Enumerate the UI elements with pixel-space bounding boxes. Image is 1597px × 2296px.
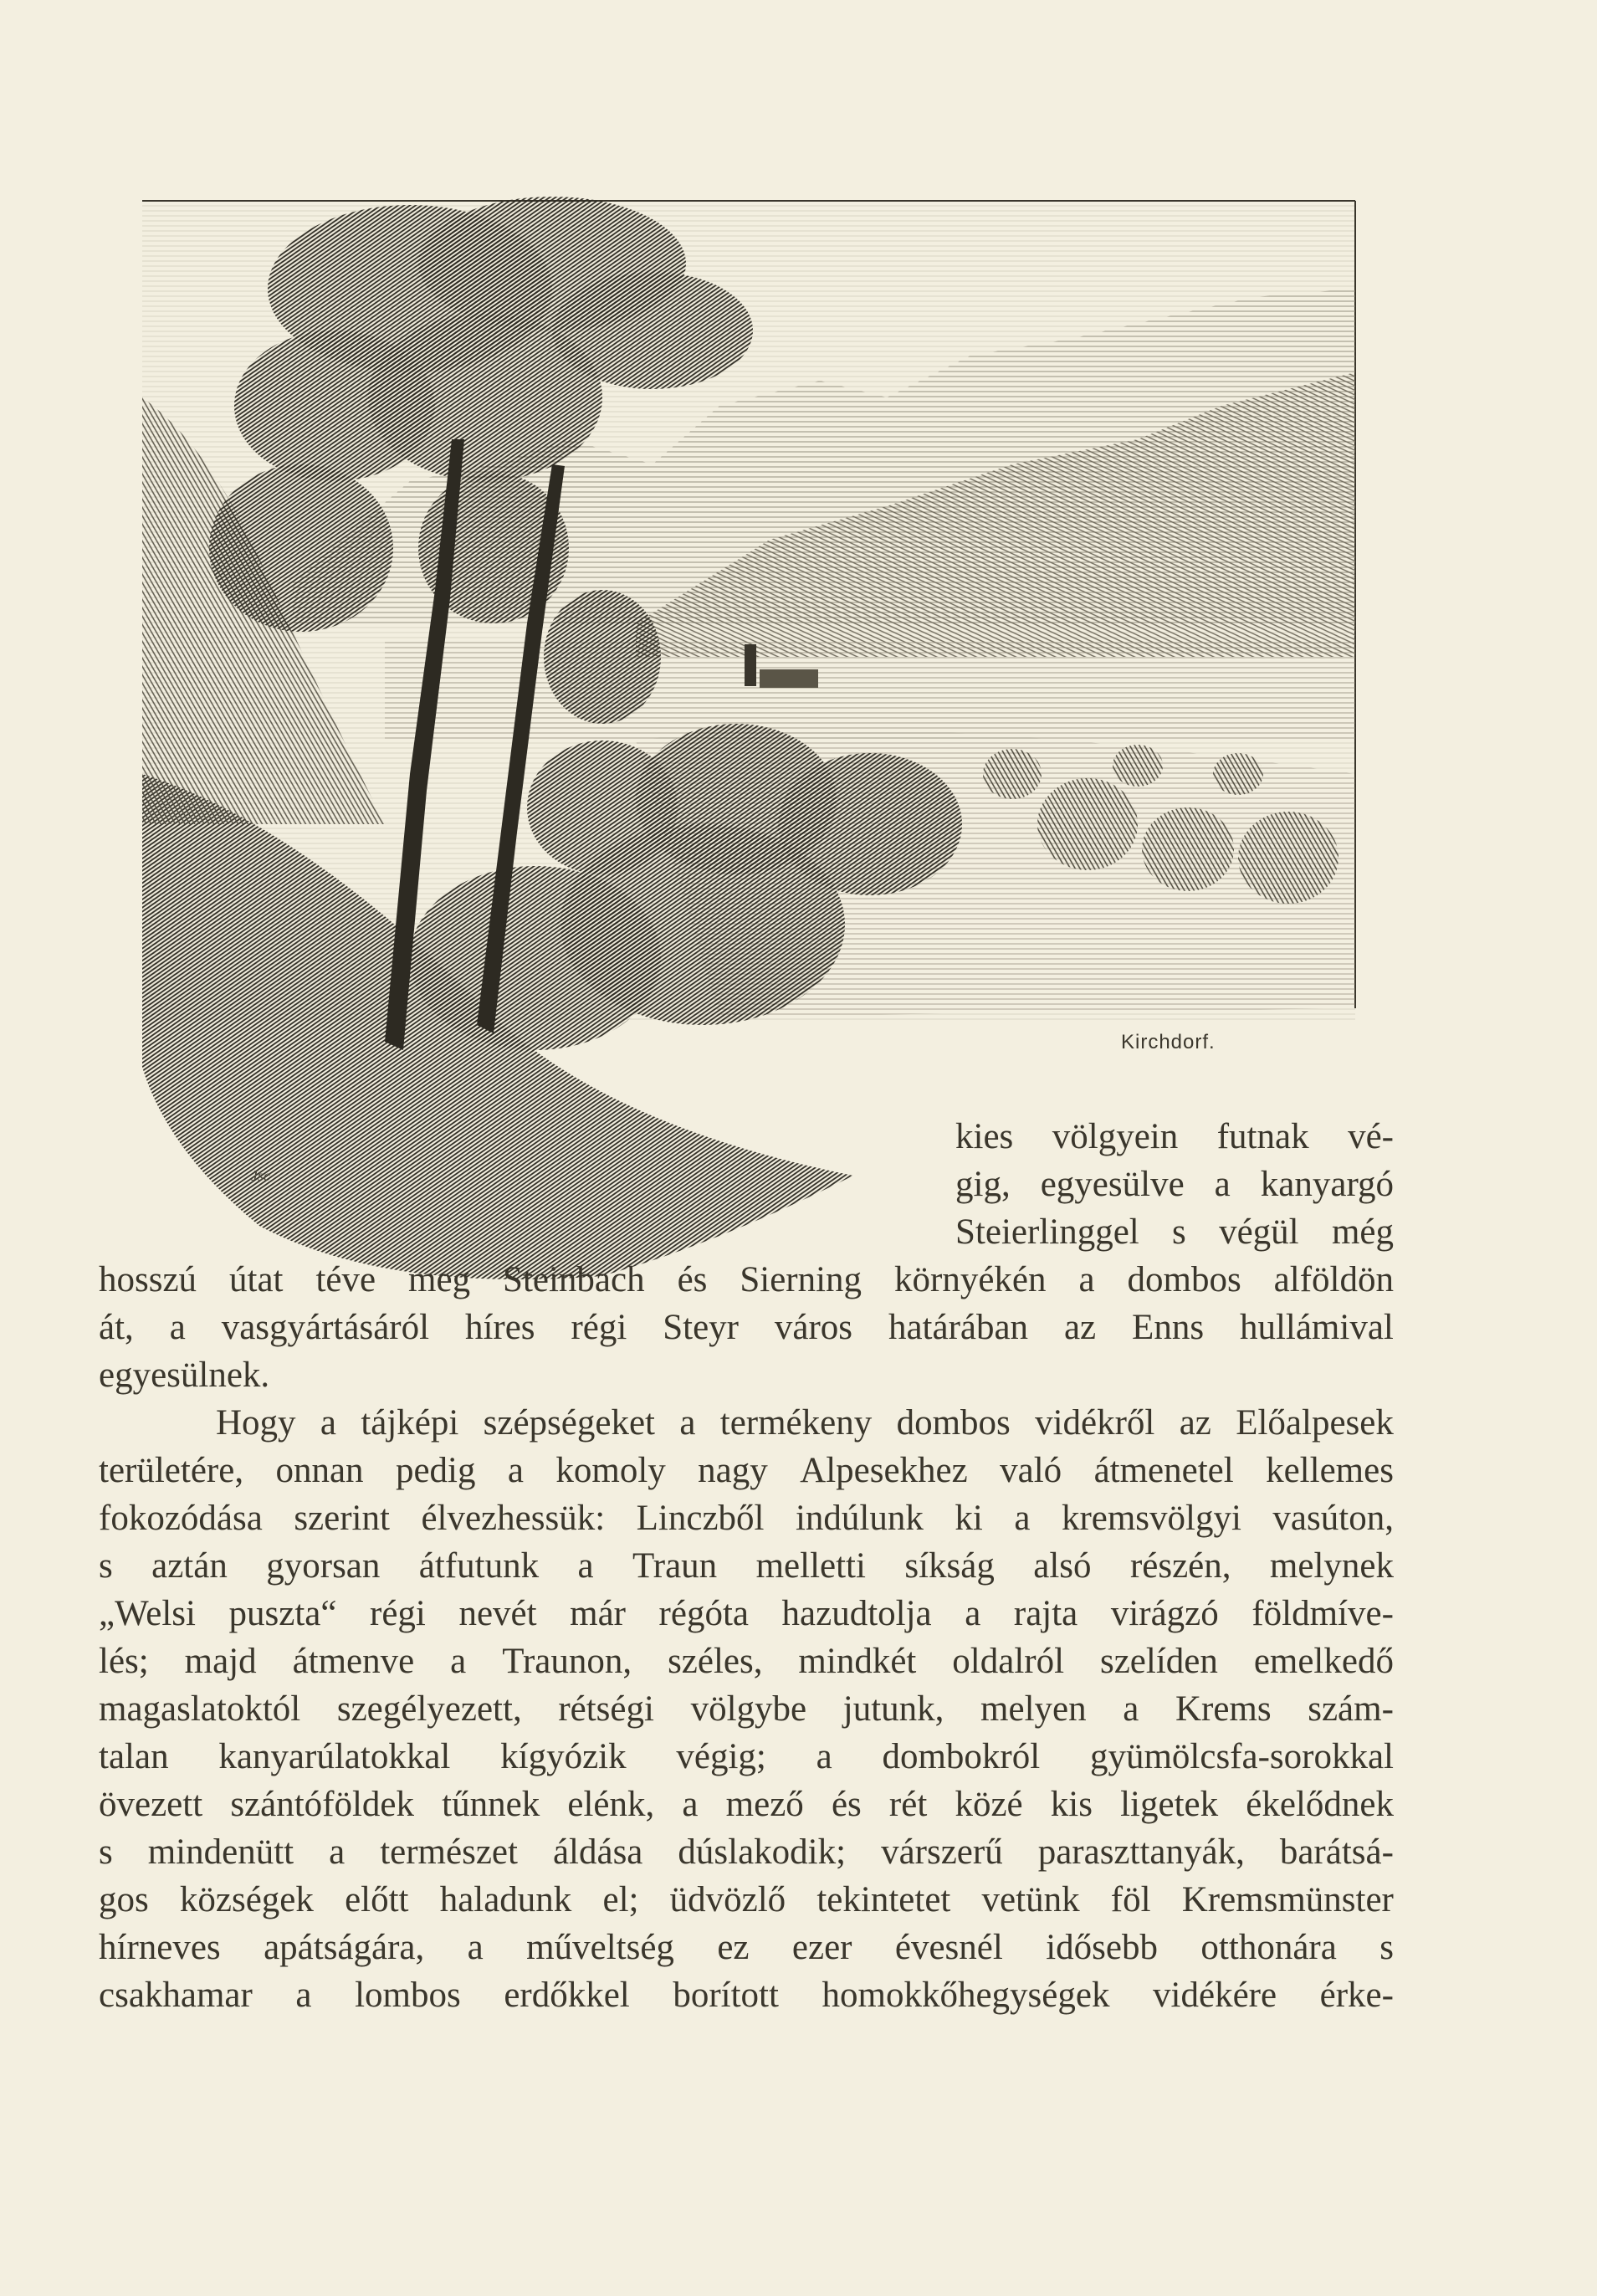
word: talan <box>99 1737 169 1776</box>
word: dombokról <box>882 1737 1041 1776</box>
word: műveltség <box>526 1928 674 1967</box>
word: rétségi <box>558 1689 654 1729</box>
word: régi <box>370 1594 426 1633</box>
word: részén, <box>1129 1546 1231 1586</box>
text-wrapped-beside-figure <box>955 1113 1394 1256</box>
word: „Welsi <box>99 1594 196 1633</box>
word: mező <box>725 1785 804 1824</box>
word: gyorsan <box>266 1546 381 1586</box>
word: tájképi <box>361 1403 459 1443</box>
word: határában <box>888 1308 1029 1347</box>
text-line <box>955 1113 1394 1161</box>
word: dúslakodik; <box>678 1832 847 1872</box>
word: hírneves <box>99 1928 221 1967</box>
word: emelkedő <box>1253 1642 1394 1681</box>
word: s <box>1172 1212 1186 1252</box>
word: aztán <box>151 1546 228 1586</box>
word: Sierning <box>740 1260 862 1299</box>
word: borított <box>673 1976 779 2015</box>
word: meg <box>408 1260 471 1299</box>
word: Linczből <box>636 1499 765 1538</box>
word: téve <box>315 1260 376 1299</box>
word: régi <box>571 1308 627 1347</box>
word: a <box>1214 1165 1231 1204</box>
word: a <box>1078 1260 1095 1299</box>
text-line <box>99 1447 1394 1494</box>
word: közé <box>955 1785 1023 1824</box>
word: híres <box>464 1308 535 1347</box>
word: elénk, <box>567 1785 655 1824</box>
text-line <box>99 1876 1394 1924</box>
word: kígyózik <box>500 1737 627 1776</box>
word: a <box>682 1785 699 1824</box>
word: végül <box>1219 1212 1299 1252</box>
word: ékelődnek <box>1246 1785 1394 1824</box>
word: melletti <box>755 1546 866 1586</box>
word: haladunk <box>439 1880 572 1919</box>
word: csakhamar <box>99 1976 253 2015</box>
word: nevét <box>458 1594 537 1633</box>
figure-caption: Kirchdorf. <box>1121 1031 1216 1053</box>
word: területére, <box>99 1451 244 1490</box>
word: vasúton, <box>1272 1499 1394 1538</box>
word: hullámival <box>1239 1308 1394 1347</box>
word: fokozódása <box>99 1499 263 1538</box>
word: nagy <box>698 1451 768 1490</box>
word: jutunk, <box>842 1689 944 1729</box>
word: szépségeket <box>483 1403 655 1443</box>
word: apátságára, <box>264 1928 425 1967</box>
word: vé- <box>1348 1117 1394 1156</box>
word: virágzó <box>1110 1594 1219 1633</box>
word: síkság <box>904 1546 995 1586</box>
word: melyen <box>980 1689 1087 1729</box>
word: a <box>507 1451 524 1490</box>
word: a <box>169 1308 186 1347</box>
word: s <box>1379 1928 1394 1967</box>
word: természet <box>380 1832 518 1872</box>
text-line <box>99 1542 1394 1590</box>
word: vidékére <box>1153 1976 1277 2015</box>
engraver-signature: Jsc <box>251 1167 270 1184</box>
word: tűnnek <box>442 1785 540 1824</box>
word: alsó <box>1033 1546 1092 1586</box>
word: való <box>1000 1451 1062 1490</box>
word: földmíve- <box>1251 1594 1394 1633</box>
word: barátsá- <box>1279 1832 1394 1872</box>
word: lombos <box>355 1976 461 2015</box>
word: gos <box>99 1880 149 1919</box>
word: tekintetet <box>816 1880 951 1919</box>
word: Hogy <box>216 1403 296 1443</box>
word: vasgyártásáról <box>221 1308 430 1347</box>
word: és <box>677 1260 708 1299</box>
word: Krems <box>1175 1689 1272 1729</box>
word: szegélyezett, <box>336 1689 522 1729</box>
word: kies <box>955 1117 1014 1156</box>
word: gig, <box>955 1165 1011 1204</box>
word: üdvözlő <box>669 1880 786 1919</box>
word: egyesülve <box>1040 1165 1185 1204</box>
word: dombos <box>896 1403 1011 1443</box>
paragraph-first-line <box>99 1399 1394 1447</box>
word: idősebb <box>1046 1928 1159 1967</box>
word: város <box>774 1308 853 1347</box>
word: szerint <box>294 1499 390 1538</box>
word: községek <box>179 1880 314 1919</box>
word: pedig <box>395 1451 476 1490</box>
word: onnan <box>275 1451 364 1490</box>
word: Előalpesek <box>1236 1403 1394 1443</box>
word: évesnél <box>894 1928 1003 1967</box>
word: átmenve <box>292 1642 415 1681</box>
text-line <box>99 1304 1394 1351</box>
word: kellemes <box>1266 1451 1394 1490</box>
word: a <box>295 1976 312 2015</box>
word: lés; <box>99 1642 149 1681</box>
word: melynek <box>1269 1546 1394 1586</box>
word: rét <box>888 1785 928 1824</box>
word: a <box>450 1642 467 1681</box>
text-line <box>99 1685 1394 1733</box>
word: a <box>1014 1499 1031 1538</box>
word: vetünk <box>981 1880 1080 1919</box>
word: Enns <box>1132 1308 1205 1347</box>
word: élvezhessük: <box>421 1499 606 1538</box>
word: és <box>831 1785 862 1824</box>
text-line <box>955 1208 1394 1256</box>
text-line: egyesülnek. <box>99 1356 270 1395</box>
text-line <box>955 1161 1394 1208</box>
word: érke- <box>1319 1976 1394 2015</box>
word: kanyarúlatokkal <box>218 1737 451 1776</box>
text-line <box>99 1781 1394 1828</box>
word: átfutunk <box>418 1546 540 1586</box>
text-line <box>99 1590 1394 1637</box>
word: s <box>99 1832 113 1872</box>
word: hosszú <box>99 1260 197 1299</box>
text-line <box>99 1256 1394 1304</box>
word: erdőkkel <box>504 1976 630 2015</box>
word: paraszttanyák, <box>1037 1832 1245 1872</box>
word: alföldön <box>1273 1260 1394 1299</box>
word: kanyargó <box>1260 1165 1394 1204</box>
body-text <box>99 1256 1394 2019</box>
word: a <box>320 1403 336 1443</box>
word: a <box>467 1928 484 1967</box>
word: hazudtolja <box>781 1594 932 1633</box>
word: a <box>329 1832 346 1872</box>
word: Steinbach <box>503 1260 645 1299</box>
word: ki <box>955 1499 983 1538</box>
word: a <box>679 1403 696 1443</box>
word: mindenütt <box>147 1832 294 1872</box>
word: szám- <box>1308 1689 1394 1729</box>
word: övezett <box>99 1785 203 1824</box>
word: oldalról <box>952 1642 1065 1681</box>
word: a <box>816 1737 832 1776</box>
word: várszerű <box>881 1832 1003 1872</box>
word: s <box>99 1546 113 1586</box>
word: mindkét <box>798 1642 917 1681</box>
text-line <box>99 1828 1394 1876</box>
text-line <box>99 1924 1394 1971</box>
text-line <box>99 1971 1394 2019</box>
word: átmenetel <box>1093 1451 1234 1490</box>
word: Kremsmünster <box>1181 1880 1394 1919</box>
word: útat <box>229 1260 284 1299</box>
word: a <box>1123 1689 1139 1729</box>
word: az <box>1063 1308 1097 1347</box>
word: előtt <box>345 1880 409 1919</box>
word: környékén <box>894 1260 1047 1299</box>
word: dombos <box>1127 1260 1241 1299</box>
word: vidékről <box>1035 1403 1155 1443</box>
word: Steierlinggel <box>955 1212 1139 1252</box>
word: át, <box>99 1308 134 1347</box>
word: gyümölcsfa-sorokkal <box>1089 1737 1394 1776</box>
word: Steyr <box>663 1308 739 1347</box>
text-line <box>99 1733 1394 1781</box>
word: puszta“ <box>228 1594 337 1633</box>
word: a <box>965 1594 981 1633</box>
word: szelíden <box>1099 1642 1218 1681</box>
word: még <box>1331 1212 1394 1252</box>
word: széles, <box>668 1642 763 1681</box>
word: Alpesekhez <box>800 1451 968 1490</box>
word: a <box>577 1546 594 1586</box>
word: futnak <box>1216 1117 1309 1156</box>
word: ezer <box>791 1928 852 1967</box>
word: már <box>570 1594 626 1633</box>
word: völgyein <box>1052 1117 1179 1156</box>
word: homokkőhegységek <box>822 1976 1110 2015</box>
word: termékeny <box>719 1403 873 1443</box>
word: el; <box>602 1880 639 1919</box>
word: indúlunk <box>795 1499 924 1538</box>
word: föl <box>1110 1880 1151 1919</box>
word: komoly <box>555 1451 666 1490</box>
word: régóta <box>658 1594 749 1633</box>
word: Traun <box>632 1546 718 1586</box>
text-line <box>99 1494 1394 1542</box>
word: majd <box>184 1642 257 1681</box>
word: magaslatoktól <box>99 1689 301 1729</box>
word: kis <box>1050 1785 1093 1824</box>
word: völgybe <box>690 1689 807 1729</box>
word: kremsvölgyi <box>1061 1499 1241 1538</box>
text-line <box>99 1637 1394 1685</box>
word: szántóföldek <box>230 1785 415 1824</box>
word: ez <box>717 1928 750 1967</box>
word: Traunon, <box>502 1642 632 1681</box>
word: végig; <box>676 1737 766 1776</box>
word: otthonára <box>1200 1928 1337 1967</box>
word: áldása <box>552 1832 643 1872</box>
word: az <box>1179 1403 1211 1443</box>
word: ligetek <box>1120 1785 1219 1824</box>
word: rajta <box>1013 1594 1078 1633</box>
